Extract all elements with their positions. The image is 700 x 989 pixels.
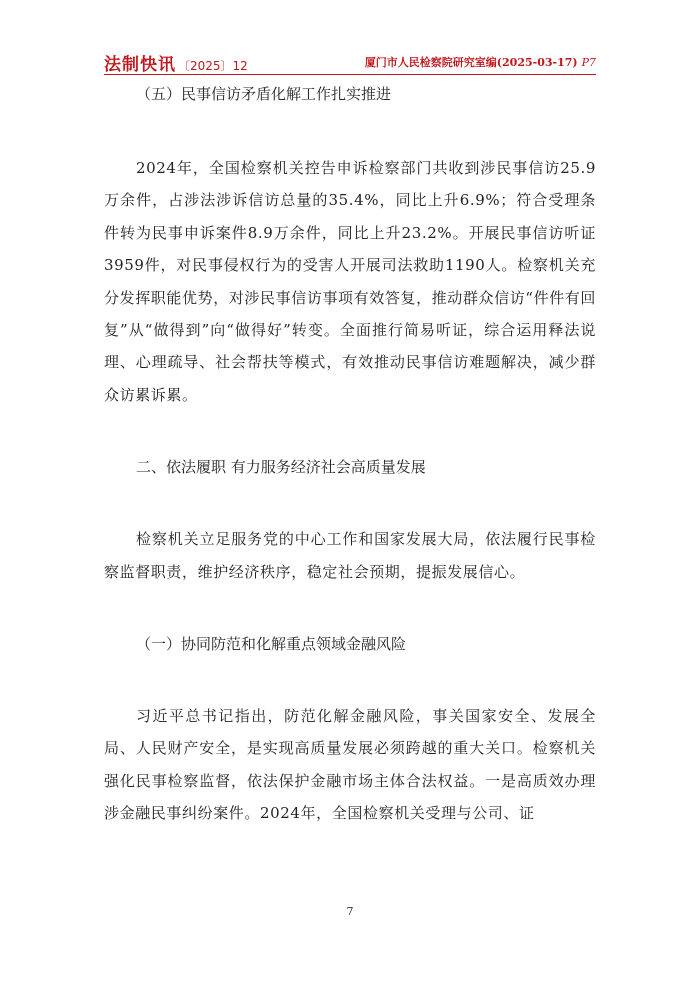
publisher-info [365,54,596,70]
spacer [104,411,596,451]
paragraph-financial-risk: 习近平总书记指出，防范化解金融风险，事关国家安全、发展全局、人民财产安全，是实现高质量发展必须跨越的重大关口。检察机关强化民事检察监督，依法保护金融市场主体合法权益。一是高质效办理涉金融民事纠纷案件。2024年，全国检察机关受理与公司、证 [104,707,596,823]
section-heading-civil-petition: （五）民事信访矛盾化解工作扎实推进 [136,85,392,103]
newsletter-title [104,50,248,75]
header-page-label: P7 [581,56,596,69]
spacer [104,660,596,700]
document-body [104,78,596,830]
paragraph-chapter-two: 检察机关立足服务党的中心工作和国家发展大局，依法履行民事检察监督职责，维护经济秩序，稳定社会预期，提振发展信心。 [104,530,596,581]
spacer [104,483,596,523]
publisher-line: 厦门市人民检察院研究室编(2025-03-17) [364,56,578,69]
section-heading-financial-risk: （一）协同防范和化解重点领域金融风险 [136,635,407,654]
issue-number: 〔2025〕12 [178,59,248,73]
spacer [104,110,596,152]
spacer [104,588,596,628]
page-header [104,50,596,75]
paragraph-civil-petition: 2024年，全国检察机关控告申诉检察部门共收到涉民事信访25.9万余件，占涉法涉诉信访总量的35.4%，同比上升6.9%；符合受理条件转为民事申诉案件8.9万余件，同比上升23.2%。开展民事信访听证3959件，对民事侵权行为的受害人开展司法救助1190人。检察机关充分发挥职能优势，对涉民事信访事项有效答复，推动群众信访“件件有回复”从“做得到”向“做得好”转变。全面推行简易听证，综合运用释法说理、心理疏导、社会帮扶等模式，有效推动民事信访难题解决，减少群众访累诉累。 [104,159,596,404]
newsletter-brand: 法制快讯 [104,55,176,75]
section-heading-chapter-two: 二、依法履职 有力服务经济社会高质量发展 [136,458,426,477]
page-number: 7 [346,905,354,918]
header-divider [104,74,596,75]
